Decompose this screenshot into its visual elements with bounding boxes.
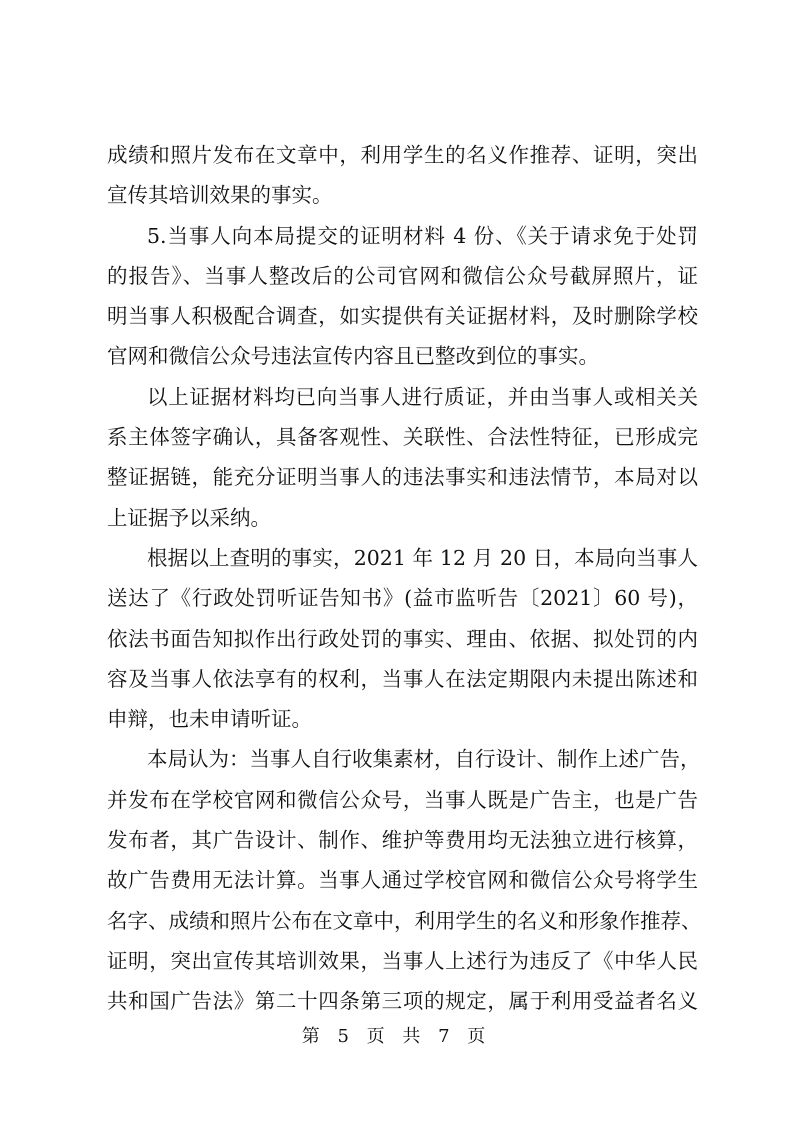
document-body bbox=[107, 135, 702, 1022]
text-line: 整证据链，能充分证明当事人的违法事实和违法情节，本局对以 bbox=[107, 465, 698, 490]
text-line: 发布者，其广告设计、制作、维护等费用均无法独立进行核算， bbox=[107, 828, 698, 853]
text-line: 故广告费用无法计算。当事人通过学校官网和微信公众号将学生 bbox=[107, 868, 698, 893]
paragraph-evidence-summary bbox=[107, 377, 698, 538]
text-line: 送达了《行政处罚听证告知书》(益市监听告〔2021〕60 号)， bbox=[107, 586, 698, 611]
paragraph-bureau-finding bbox=[107, 739, 702, 1021]
text-line: 系主体签字确认，具备客观性、关联性、合法性特征，已形成完 bbox=[107, 425, 698, 450]
text-line: 根据以上查明的事实，2021 年 12 月 20 日，本局向当事人 bbox=[147, 545, 698, 570]
text-line: 官网和微信公众号违法宣传内容且已整改到位的事实。 bbox=[107, 344, 599, 369]
text-line: 依法书面告知拟作出行政处罚的事实、理由、依据、拟处罚的内 bbox=[107, 626, 698, 651]
text-line: 申辩，也未申请听证。 bbox=[107, 707, 312, 732]
text-line: 以上证据材料均已向当事人进行质证，并由当事人或相关关 bbox=[147, 384, 698, 409]
text-line: 容及当事人依法享有的权利，当事人在法定期限内未提出陈述和 bbox=[107, 666, 698, 691]
text-line: 宣传其培训效果的事实。 bbox=[107, 183, 333, 208]
paragraph-evidence-5 bbox=[107, 216, 698, 377]
paragraph-hearing-notice bbox=[107, 538, 698, 739]
text-line: 成绩和照片发布在文章中，利用学生的名义作推荐、证明，突出 bbox=[107, 143, 698, 167]
page-number: 第 5 页 共 7 页 bbox=[301, 1026, 492, 1047]
text-line: 证明，突出宣传其培训效果，当事人上述行为违反了《中华人民 bbox=[107, 948, 698, 973]
text-line: 名字、成绩和照片公布在文章中，利用学生的名义和形象作推荐、 bbox=[107, 908, 702, 933]
text-line: 的报告》、当事人整改后的公司官网和微信公众号截屏照片，证 bbox=[107, 263, 698, 288]
text-line: 并发布在学校官网和微信公众号，当事人既是广告主，也是广告 bbox=[107, 787, 698, 812]
text-line: 本局认为：当事人自行收集素材，自行设计、制作上述广告， bbox=[147, 747, 701, 772]
text-line: 上证据予以采纳。 bbox=[107, 505, 271, 530]
text-line: 共和国广告法》第二十四条第三项的规定，属于利用受益者名义 bbox=[107, 989, 698, 1014]
paragraph-continuation bbox=[107, 135, 698, 216]
text-line: 5.当事人向本局提交的证明材料 4 份、《关于请求免于处罚 bbox=[147, 223, 698, 248]
text-line: 明当事人积极配合调查，如实提供有关证据材料，及时删除学校 bbox=[107, 304, 698, 329]
